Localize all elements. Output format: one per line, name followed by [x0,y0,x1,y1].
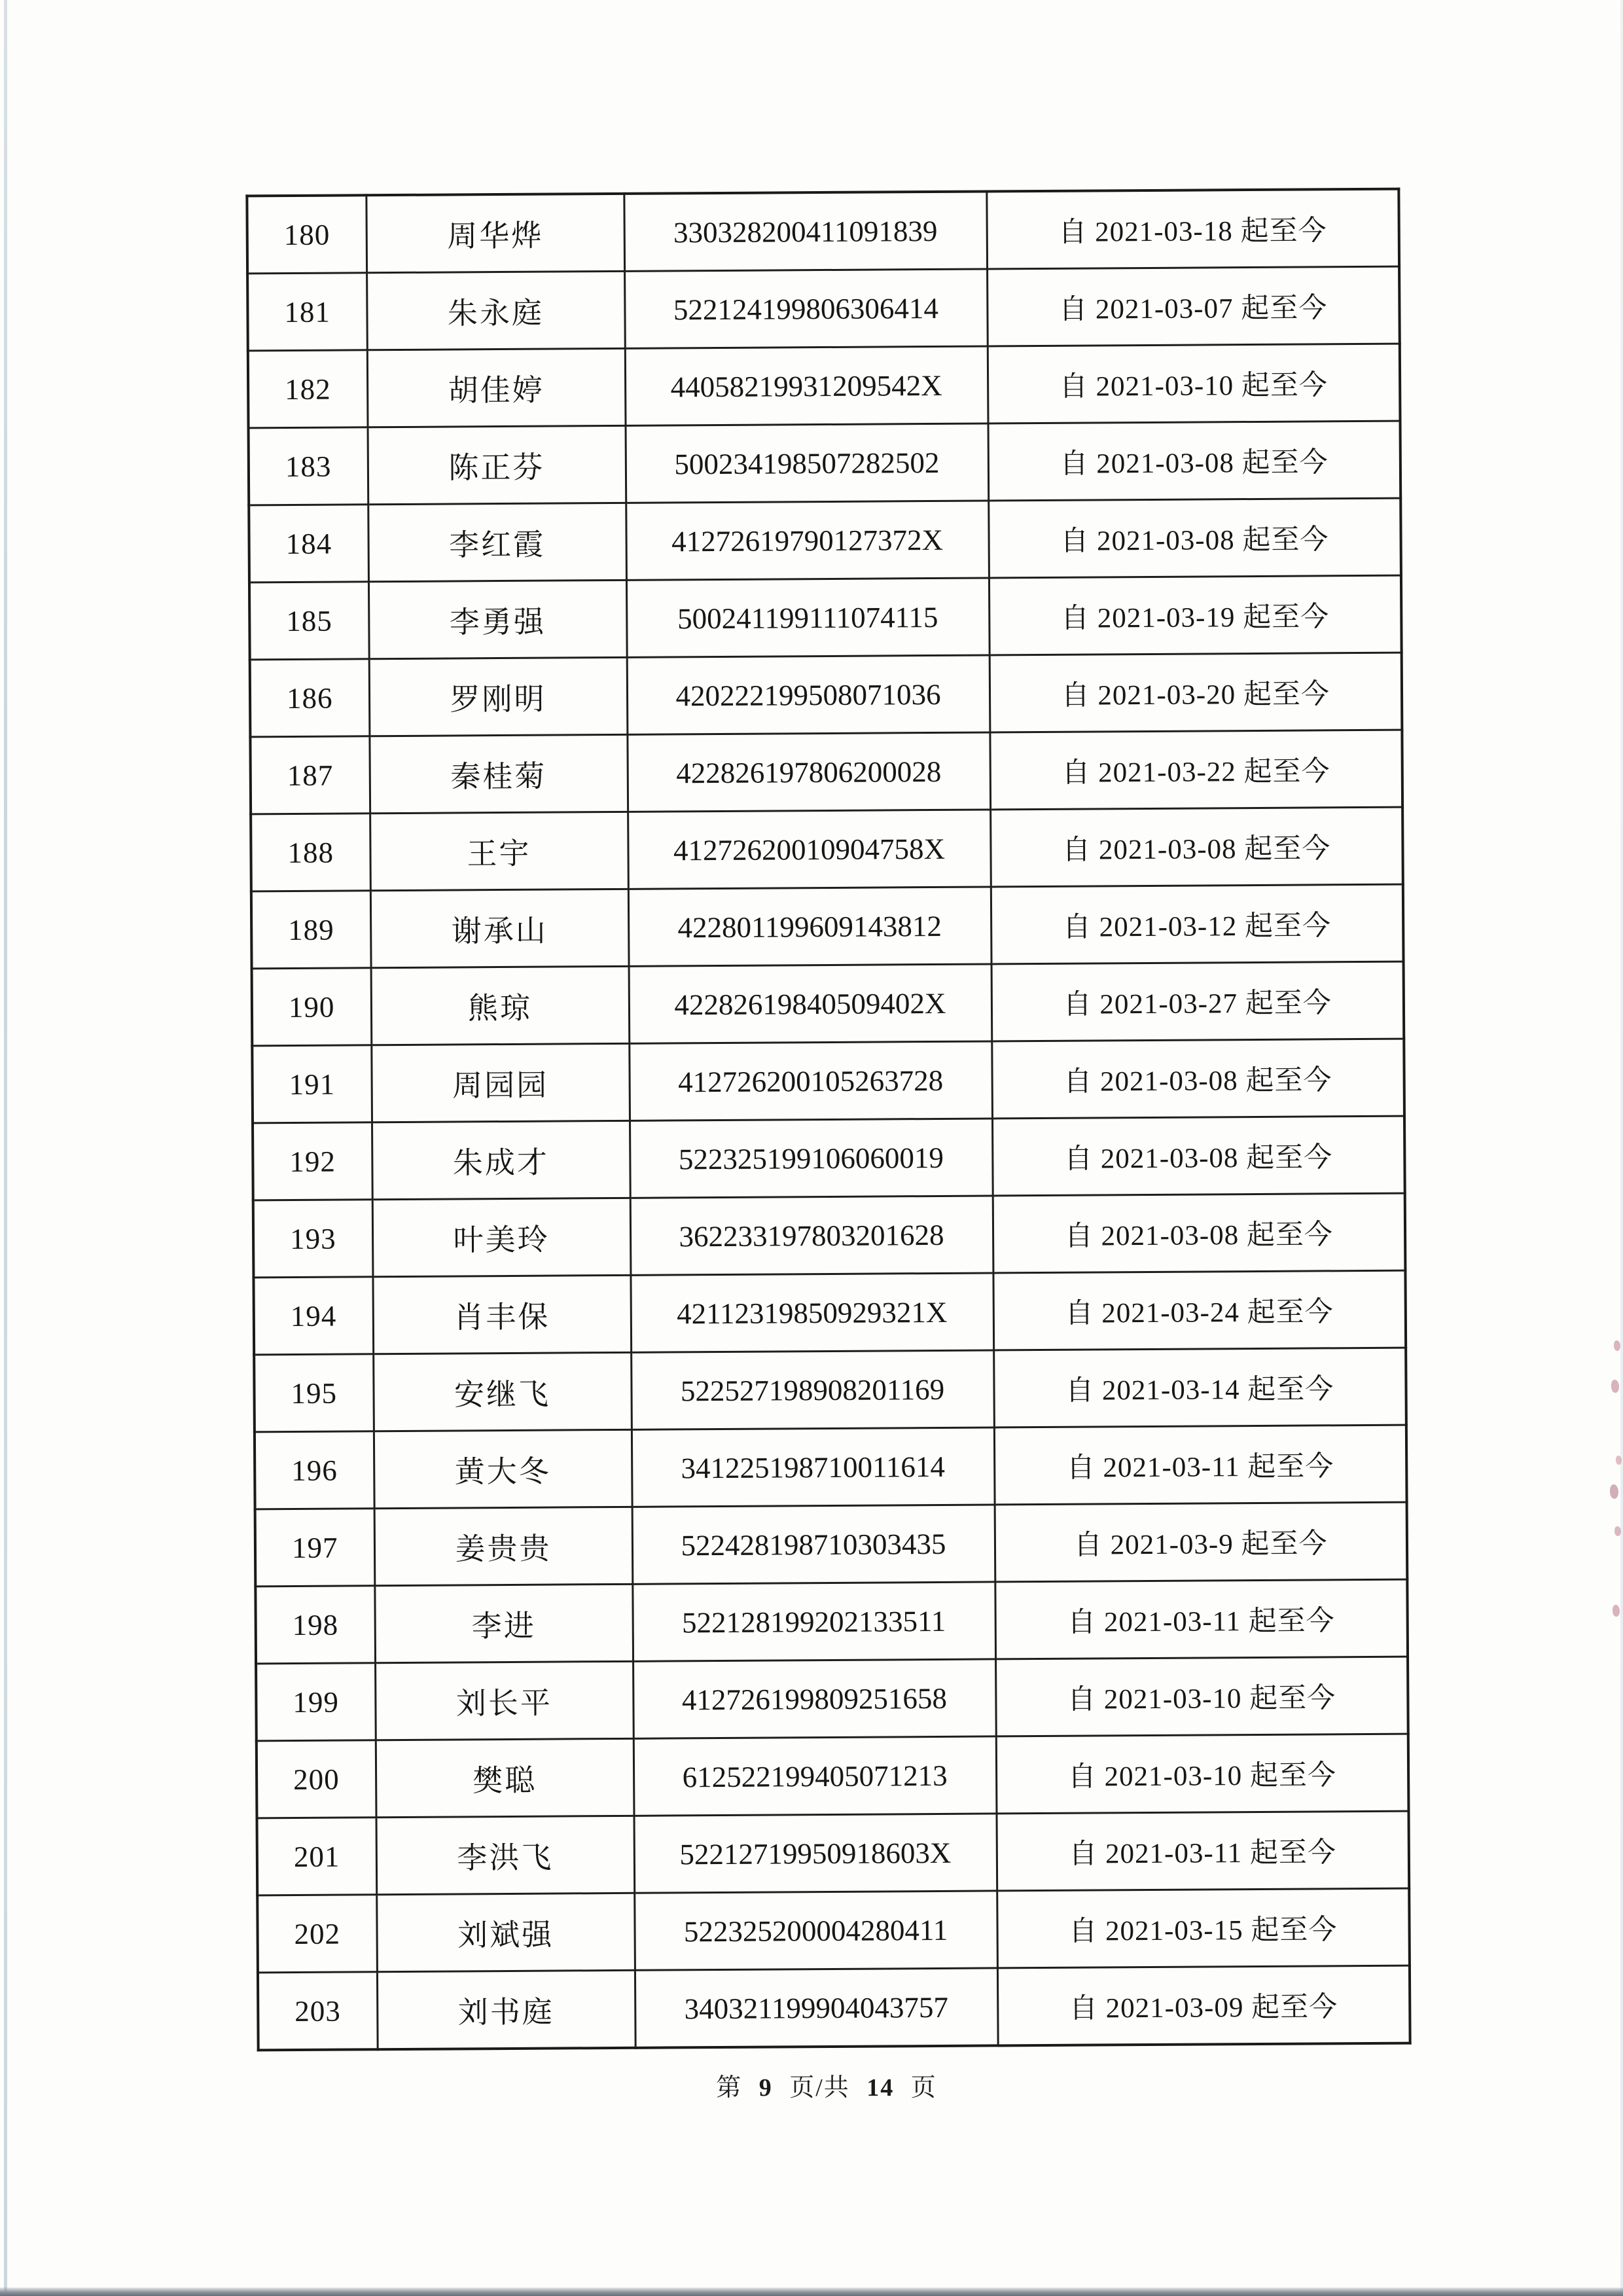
row-index-cell: 195 [254,1354,374,1432]
row-name-cell: 王宇 [370,812,628,890]
row-id-cell: 412726200105263728 [629,1041,992,1121]
footer-total-pages: 14 [866,2074,895,2102]
row-index-cell: 198 [255,1586,375,1664]
table-row [252,961,1404,1046]
row-period-cell: 自 2021-03-12 起至今 [991,884,1404,964]
row-name-cell: 秦桂菊 [369,734,628,813]
row-period-cell: 自 2021-03-08 起至今 [993,1193,1406,1273]
row-id-cell: 42112319850929321X [630,1273,993,1352]
row-name-cell: 肖丰保 [372,1275,631,1354]
row-index-cell: 184 [249,505,368,583]
row-index-cell: 199 [256,1663,376,1741]
table-row [249,575,1402,660]
scan-edge-bottom-line [0,2287,1623,2296]
table-row [255,1425,1407,1509]
row-id-cell: 522428198710303435 [632,1505,995,1584]
row-name-cell: 黄大冬 [374,1429,632,1508]
row-index-cell: 190 [252,968,372,1046]
row-id-cell: 420222199508071036 [627,655,990,734]
row-period-cell: 自 2021-03-20 起至今 [990,653,1402,732]
row-id-cell: 612522199405071213 [633,1736,997,1816]
row-period-cell: 自 2021-03-08 起至今 [988,421,1401,501]
footer-current-page: 9 [758,2074,773,2102]
row-id-cell: 522325199106060019 [630,1119,993,1198]
table-row [247,266,1400,351]
row-name-cell: 樊聪 [376,1738,634,1817]
table-row [248,344,1400,428]
row-period-cell: 自 2021-03-11 起至今 [995,1579,1408,1659]
row-id-cell: 522325200004280411 [634,1891,997,1970]
table-row [249,421,1401,505]
row-name-cell: 刘书庭 [377,1970,635,2049]
table-row [250,730,1402,814]
row-index-cell: 180 [247,195,366,274]
scan-edge-left-line [4,0,7,2296]
row-period-cell: 自 2021-03-11 起至今 [994,1425,1407,1505]
table-row [257,1888,1410,1973]
scan-speck [1613,1605,1620,1617]
table-row [252,1039,1404,1123]
row-id-cell: 42282619840509402X [629,964,992,1043]
roster-table-container [245,188,1408,2052]
table-row [251,807,1403,891]
row-name-cell: 陈正芬 [368,425,626,504]
roster-table [245,188,1411,2052]
table-row [247,189,1399,274]
row-index-cell: 188 [251,814,370,891]
table-row [249,498,1401,583]
row-index-cell: 194 [253,1277,373,1355]
row-period-cell: 自 2021-03-10 起至今 [996,1734,1409,1814]
scan-speck [1616,1456,1622,1465]
row-index-cell: 183 [249,427,368,505]
scan-speck [1611,1380,1619,1393]
row-period-cell: 自 2021-03-19 起至今 [989,575,1402,655]
row-index-cell: 202 [257,1895,377,1973]
row-id-cell: 340321199904043757 [635,1968,998,2048]
footer-label-di: 第 [716,2074,743,2102]
row-name-cell: 罗刚明 [369,657,628,736]
row-period-cell: 自 2021-03-15 起至今 [997,1888,1410,1968]
row-id-cell: 500241199111074115 [626,578,990,657]
scan-speck [1614,1526,1621,1536]
row-index-cell: 197 [255,1509,375,1587]
row-index-cell: 192 [253,1122,372,1200]
row-period-cell: 自 2021-03-08 起至今 [991,1039,1404,1119]
row-index-cell: 186 [250,659,370,737]
row-index-cell: 203 [258,1972,378,2051]
row-period-cell: 自 2021-03-09 起至今 [997,1965,1410,2045]
row-name-cell: 周园园 [371,1043,630,1122]
row-id-cell: 422801199609143812 [628,887,991,966]
row-id-cell: 341225198710011614 [632,1427,995,1507]
row-period-cell: 自 2021-03-9 起至今 [995,1502,1408,1582]
row-period-cell: 自 2021-03-27 起至今 [991,961,1404,1041]
row-index-cell: 191 [252,1045,372,1123]
row-id-cell: 412726199809251658 [633,1659,996,1738]
row-period-cell: 自 2021-03-18 起至今 [986,189,1399,269]
table-row [256,1657,1408,1741]
row-period-cell: 自 2021-03-10 起至今 [988,344,1400,423]
row-period-cell: 自 2021-03-14 起至今 [993,1348,1406,1427]
table-row [254,1348,1406,1432]
row-period-cell: 自 2021-03-22 起至今 [990,730,1402,810]
row-id-cell: 522527198908201169 [631,1350,994,1429]
row-index-cell: 193 [253,1200,373,1278]
row-id-cell: 522124199806306414 [624,269,988,348]
row-name-cell: 姜贵贵 [374,1507,633,1585]
row-id-cell: 330328200411091839 [624,191,987,271]
table-row [251,884,1404,969]
footer-label-middle: 页/共 [789,2074,850,2102]
row-id-cell: 362233197803201628 [630,1196,993,1275]
row-index-cell: 196 [255,1431,374,1509]
row-name-cell: 谢承山 [370,889,629,967]
row-index-cell: 182 [248,350,368,428]
row-name-cell: 李红霞 [368,503,626,581]
table-row [253,1193,1406,1278]
row-name-cell: 安继飞 [373,1352,632,1431]
row-id-cell: 52212719950918603X [633,1814,997,1893]
row-id-cell: 41272619790127372X [626,501,989,580]
row-name-cell: 李勇强 [368,580,627,658]
row-name-cell: 李进 [374,1584,633,1662]
table-row [255,1579,1408,1664]
row-index-cell: 200 [257,1740,376,1818]
row-name-cell: 刘长平 [375,1661,633,1740]
footer-label-ye: 页 [910,2074,937,2102]
row-index-cell: 185 [249,582,369,660]
row-name-cell: 叶美玲 [372,1198,631,1276]
table-body [247,189,1410,2051]
row-name-cell: 朱成才 [372,1121,630,1199]
row-period-cell: 自 2021-03-08 起至今 [988,498,1401,578]
row-index-cell: 181 [247,273,367,351]
table-row [253,1116,1405,1200]
row-name-cell: 朱永庭 [366,271,625,350]
row-period-cell: 自 2021-03-24 起至今 [993,1270,1406,1350]
row-id-cell: 522128199202133511 [632,1582,995,1661]
row-index-cell: 201 [257,1818,377,1895]
scan-edge-right-line [1620,0,1623,2296]
page-footer [0,2067,1623,2103]
table-row [258,1965,1410,2050]
row-period-cell: 自 2021-03-11 起至今 [996,1811,1409,1891]
row-index-cell: 187 [250,736,370,814]
row-id-cell: 44058219931209542X [625,346,988,425]
row-period-cell: 自 2021-03-10 起至今 [995,1657,1408,1736]
row-name-cell: 刘斌强 [376,1893,635,1971]
row-period-cell: 自 2021-03-08 起至今 [990,807,1403,887]
row-id-cell: 41272620010904758X [628,810,991,889]
row-period-cell: 自 2021-03-08 起至今 [992,1116,1405,1196]
table-row [250,653,1402,737]
scan-speck [1614,1340,1620,1351]
table-row [257,1734,1409,1818]
row-period-cell: 自 2021-03-07 起至今 [987,266,1400,346]
row-name-cell: 李洪飞 [376,1816,635,1894]
scan-speck [1610,1484,1618,1499]
table-row [257,1811,1410,1895]
row-name-cell: 熊琼 [371,966,630,1045]
row-id-cell: 422826197806200028 [627,732,990,812]
table-row [253,1270,1406,1355]
row-id-cell: 500234198507282502 [626,423,989,503]
row-name-cell: 周华烨 [366,194,624,273]
row-name-cell: 胡佳婷 [367,348,626,427]
table-row [255,1502,1408,1587]
row-index-cell: 189 [251,891,371,969]
